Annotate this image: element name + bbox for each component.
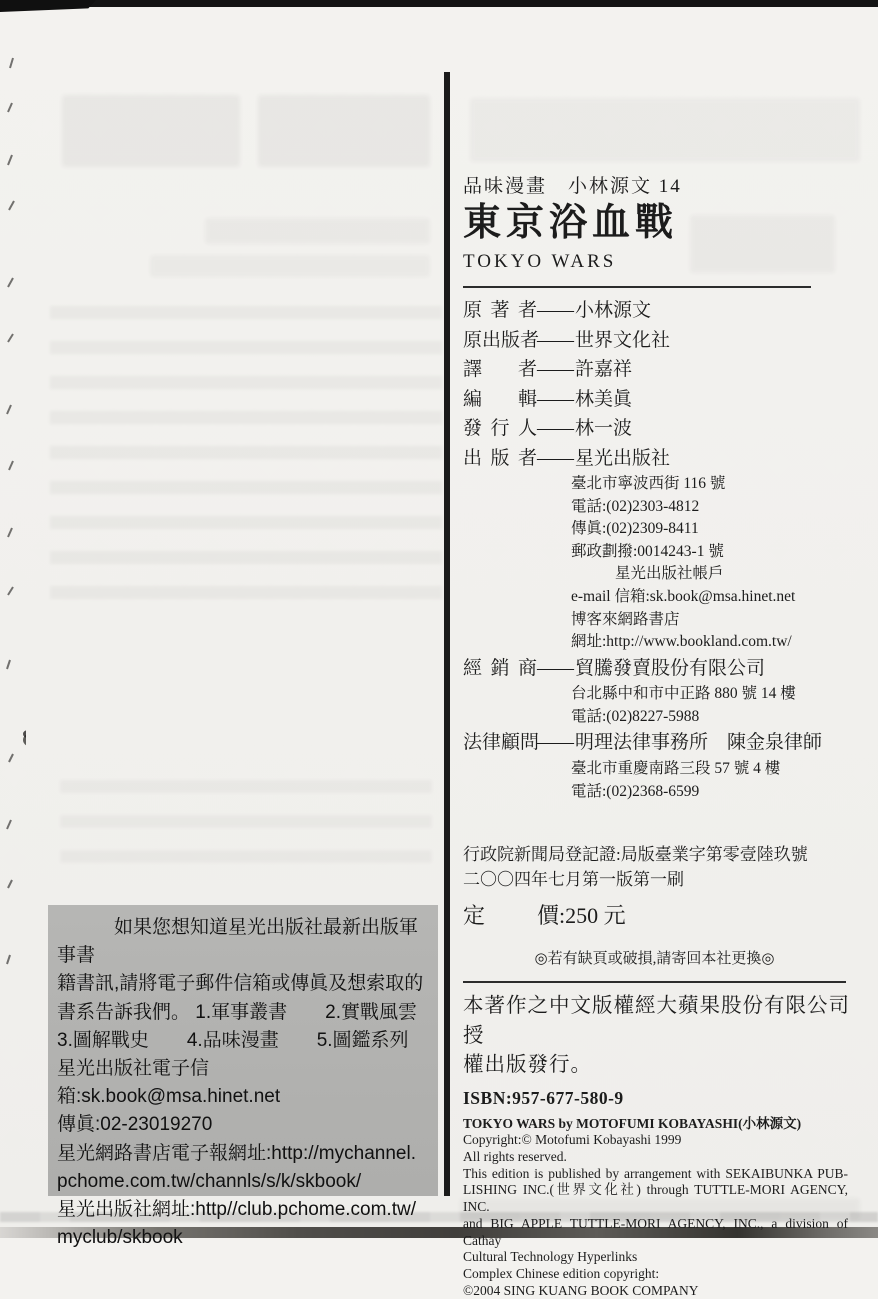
credit-value: 明理法律事務所 陳金泉律師 bbox=[575, 732, 823, 754]
credit-label: 發行人 bbox=[463, 418, 537, 439]
credit-dash: —— bbox=[537, 300, 573, 321]
publisher-website: 網址:http://www.bookland.com.tw/ bbox=[571, 633, 792, 651]
distributor-address: 台北縣中和市中正路 880 號 14 樓 bbox=[571, 685, 796, 703]
pubbox-line: 如果您想知道星光出版社最新出版軍事書 bbox=[57, 917, 419, 967]
isbn: ISBN:957-677-580-9 bbox=[463, 1087, 624, 1108]
copyright-line: Complex Chinese edition copyright: bbox=[463, 1265, 660, 1281]
credit-label: 譯者 bbox=[463, 359, 537, 380]
bleedthrough-text-lines bbox=[60, 780, 432, 880]
credit-label: 原出版者 bbox=[463, 329, 540, 351]
pubbox-fax-line: 傳眞:02-23019270 bbox=[57, 1114, 213, 1136]
credit-dash: —— bbox=[537, 447, 573, 469]
license-line: 本著作之中文版權經大蘋果股份有限公司授 bbox=[463, 995, 850, 1047]
credits-list bbox=[463, 296, 853, 803]
page-top-edge bbox=[0, 0, 878, 7]
pubbox-newsletter-url-line2: pchome.com.tw/channls/s/k/skbook/ bbox=[57, 1170, 362, 1192]
gio-registration: 行政院新聞局登記證:局版臺業字第零壹陸玖號 bbox=[463, 845, 808, 865]
credit-value: 小林源文 bbox=[575, 300, 652, 321]
legal-address: 臺北市重慶南路三段 57 號 4 樓 bbox=[571, 759, 781, 777]
replacement-notice: ◎若有缺頁或破損,請寄回本社更換◎ bbox=[534, 951, 775, 968]
publisher-phone: 電話:(02)2303-4812 bbox=[571, 497, 700, 515]
credit-row-editor bbox=[463, 385, 853, 415]
bleedthrough-text-lines bbox=[50, 306, 442, 606]
rights-divider-rule bbox=[463, 981, 846, 983]
publisher-address: 臺北市寧波西街 116 號 bbox=[571, 475, 726, 492]
copyright-line: and BIG APPLE TUTTLE-MORI AGENCY, INC., a division of Cathay bbox=[463, 1215, 848, 1248]
legal-phone: 電話:(02)2368-6599 bbox=[571, 782, 700, 800]
credit-row-publisher bbox=[463, 444, 853, 474]
credit-row-author bbox=[463, 296, 853, 326]
credit-value: 星光出版社 bbox=[575, 447, 671, 469]
publisher-details bbox=[571, 473, 853, 654]
publisher-postal-account: 郵政劃撥:0014243-1 號 bbox=[571, 542, 724, 560]
pubbox-line: 籍書訊,請將電子郵件信箱或傳眞及想索取的 bbox=[57, 973, 424, 995]
credit-dash: —— bbox=[537, 359, 573, 380]
copyright-line: LISHING INC.(世界文化社) through TUTTLE-MORI AGENCY, INC. bbox=[463, 1182, 848, 1215]
legal-details bbox=[571, 758, 853, 803]
credit-row-legal-advisor bbox=[463, 728, 853, 758]
credit-value: 林一波 bbox=[575, 418, 633, 439]
credit-label: 經銷商 bbox=[463, 657, 537, 679]
registration-block bbox=[463, 843, 853, 892]
credit-dash: —— bbox=[537, 329, 573, 351]
pubbox-line: 3.圖解戰史 4.品味漫畫 5.圖鑑系列 bbox=[57, 1029, 409, 1051]
pubbox-website-line2: myclub/skbook bbox=[57, 1227, 183, 1249]
publisher-fax: 傳眞:(02)2309-8411 bbox=[571, 520, 699, 538]
bleedthrough-ghost bbox=[470, 98, 860, 162]
english-copyright-block bbox=[463, 1116, 853, 1299]
book-title-english: TOKYO WARS bbox=[463, 251, 617, 272]
publisher-info-box bbox=[48, 905, 438, 1249]
credit-dash: —— bbox=[537, 732, 573, 754]
edition-printing: 二〇〇四年七月第一版第一刷 bbox=[463, 869, 684, 889]
column-divider-rule bbox=[444, 72, 450, 1196]
credit-dash: —— bbox=[537, 388, 573, 410]
credit-row-original-publisher bbox=[463, 326, 853, 356]
credit-label: 編輯 bbox=[463, 388, 537, 410]
credit-label: 出版者 bbox=[463, 447, 537, 469]
bleedthrough-ghost bbox=[205, 218, 430, 244]
book-title: 東京浴血戰 bbox=[463, 202, 679, 244]
price-label: 定價 bbox=[463, 903, 559, 929]
credit-row-translator bbox=[463, 355, 853, 385]
copyright-line: All rights reserved. bbox=[463, 1149, 567, 1165]
bleedthrough-ghost bbox=[150, 255, 430, 277]
distributor-phone: 電話:(02)8227-5988 bbox=[571, 707, 700, 725]
license-line: 權出版發行。 bbox=[463, 1054, 592, 1077]
bleedthrough-ghost bbox=[258, 95, 430, 167]
chinese-license-statement bbox=[463, 992, 853, 1081]
pubbox-email-line: 星光出版社電子信箱:sk.book@msa.hinet.net bbox=[57, 1058, 281, 1108]
price-value: :250 元 bbox=[559, 903, 626, 929]
bleedthrough-ghost bbox=[62, 95, 240, 167]
copyright-line: TOKYO WARS by MOTOFUMI KOBAYASHI(小林源文) bbox=[463, 1115, 802, 1131]
price-row bbox=[463, 902, 853, 930]
distributor-details bbox=[571, 683, 853, 728]
title-divider-rule bbox=[463, 286, 811, 288]
credit-value: 貿騰發賣股份有限公司 bbox=[575, 657, 766, 679]
copyright-line: Cultural Technology Hyperlinks bbox=[463, 1249, 638, 1265]
credit-dash: —— bbox=[537, 418, 573, 439]
credit-label: 法律顧問 bbox=[463, 732, 540, 754]
page-top-left-edge bbox=[0, 0, 96, 12]
credit-value: 林美眞 bbox=[575, 388, 633, 410]
copyright-line: This edition is published by arrangement with SEKAIBUNKA PUB- bbox=[463, 1165, 848, 1181]
pubbox-website-line: 星光出版社網址:http//club.pchome.com.tw/ bbox=[57, 1199, 416, 1221]
binding-edge-marks bbox=[0, 50, 26, 1200]
pubbox-newsletter-url-line: 星光網路書店電子報網址:http://mychannel. bbox=[57, 1142, 416, 1164]
credit-value: 世界文化社 bbox=[575, 329, 671, 351]
credit-row-distributor bbox=[463, 654, 853, 684]
credit-label: 原著者 bbox=[463, 300, 537, 321]
colophon-column bbox=[463, 176, 853, 1299]
credit-value: 許嘉祥 bbox=[575, 359, 633, 380]
series-line: 品味漫畫 小林源文 14 bbox=[463, 176, 682, 197]
publisher-bookstore: 博客來網路書店 bbox=[571, 610, 680, 628]
copyright-line: ©2004 SING KUANG BOOK COMPANY bbox=[463, 1282, 699, 1298]
publisher-email: e-mail 信箱:sk.book@msa.hinet.net bbox=[571, 587, 796, 605]
credit-row-issuer bbox=[463, 414, 853, 444]
credit-dash: —— bbox=[537, 657, 573, 679]
copyright-line: Copyright:© Motofumi Kobayashi 1999 bbox=[463, 1132, 682, 1148]
publisher-account-name: 星光出版社帳戶 bbox=[615, 565, 724, 583]
pubbox-line: 書系告訴我們。 1.軍事叢書 2.實戰風雲 bbox=[57, 1001, 417, 1023]
